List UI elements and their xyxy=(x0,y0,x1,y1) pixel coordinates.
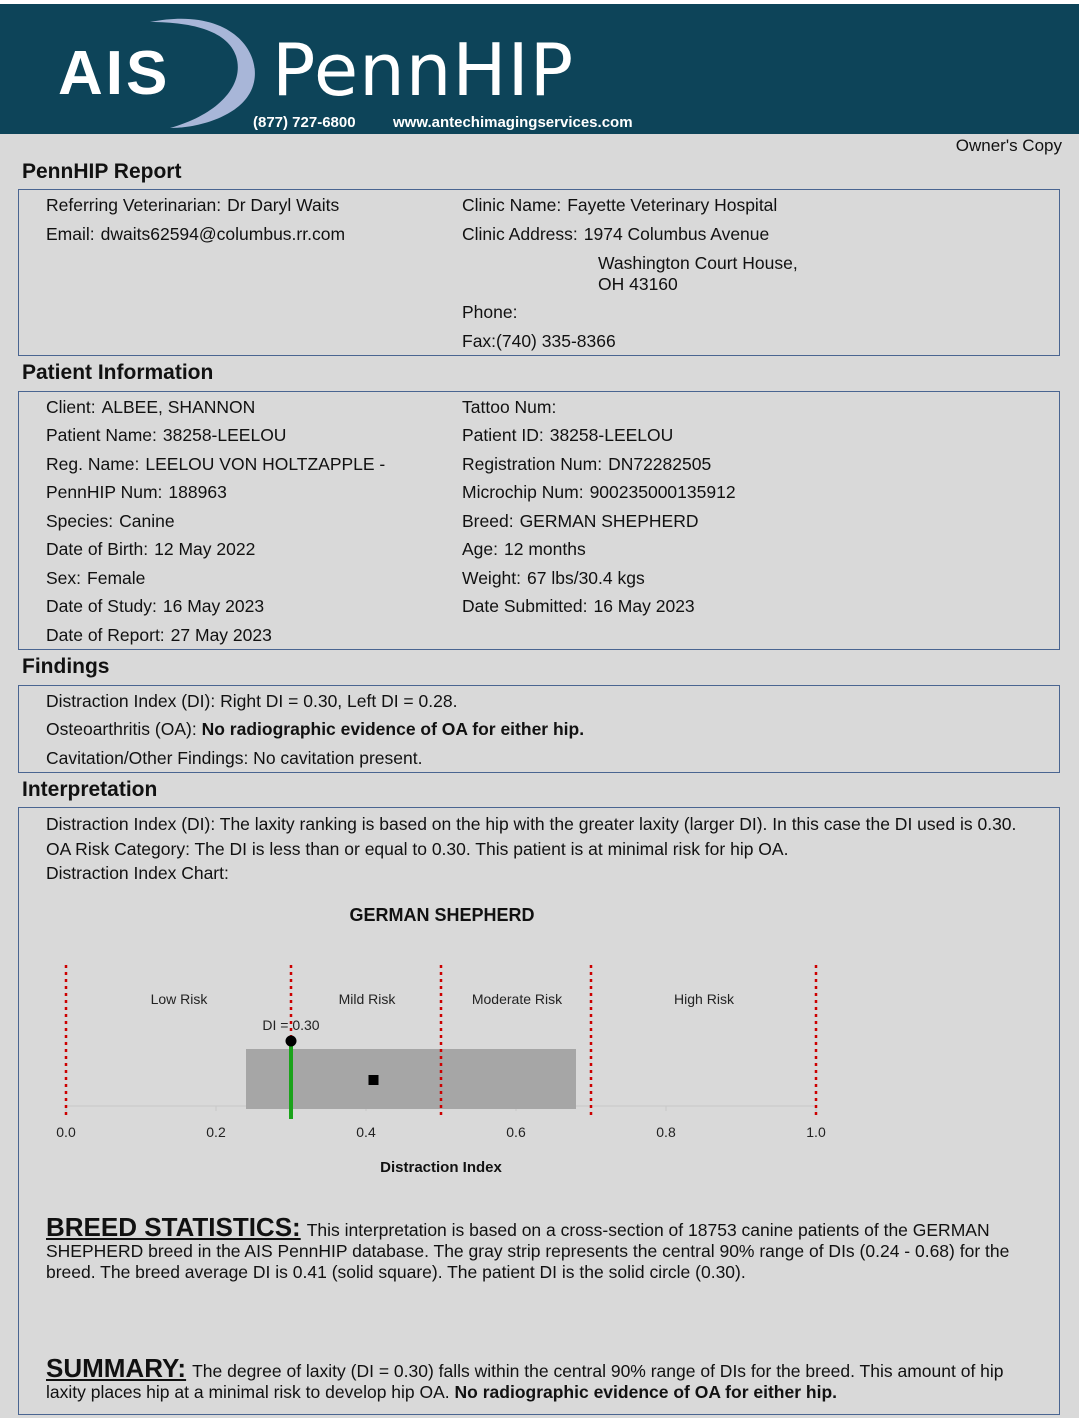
clinic-name-row xyxy=(462,195,777,216)
field-value: 38258-LEELOU xyxy=(549,425,674,445)
field-label: Reg. Name: xyxy=(46,454,140,474)
field-value: Female xyxy=(87,568,146,588)
email-value[interactable]: dwaits62594@columbus.rr.com xyxy=(100,224,346,244)
patient-di-marker xyxy=(286,1036,297,1047)
logo-ais: AIS xyxy=(58,39,171,108)
interp-line3: Distraction Index Chart: xyxy=(46,863,229,883)
interpretation-title: Interpretation xyxy=(22,778,158,801)
patient-row xyxy=(46,397,255,418)
patient-row xyxy=(462,454,711,475)
header-website[interactable]: www.antechimagingservices.com xyxy=(393,114,633,131)
field-label: Species: xyxy=(46,511,114,531)
patient-row xyxy=(462,397,562,418)
patient-row xyxy=(46,568,145,589)
x-tick-label: 0.8 xyxy=(656,1124,676,1140)
field-label: Patient Name: xyxy=(46,425,157,445)
patient-row xyxy=(462,596,695,617)
field-label: PennHIP Num: xyxy=(46,482,163,502)
field-label: Weight: xyxy=(462,568,522,588)
patient-row xyxy=(46,425,286,446)
risk-zone-label: Moderate Risk xyxy=(471,991,563,1007)
field-label: Date of Report: xyxy=(46,625,165,645)
field-value: 27 May 2023 xyxy=(170,625,272,645)
field-value: 12 May 2022 xyxy=(154,539,256,559)
x-tick-label: 0.4 xyxy=(356,1124,376,1140)
header-banner xyxy=(0,4,1079,134)
field-value: LEELOU VON HOLTZAPPLE - xyxy=(145,454,386,474)
summary-bold-text: No radiographic evidence of OA for either hip. xyxy=(454,1382,837,1402)
clinic-address-line2: Washington Court House, xyxy=(598,253,798,273)
patient-row xyxy=(46,539,255,560)
findings-cavitation: Cavitation/Other Findings: No cavitation present. xyxy=(46,748,423,768)
patient-title: Patient Information xyxy=(22,361,214,384)
field-label: Tattoo Num: xyxy=(462,397,557,417)
referring-vet-label: Referring Veterinarian: xyxy=(46,195,222,215)
field-value: DN72282505 xyxy=(608,454,712,474)
field-value: 38258-LEELOU xyxy=(162,425,287,445)
breed-range-strip xyxy=(246,1049,576,1109)
field-label: Date of Study: xyxy=(46,596,157,616)
findings-oa-value: No radiographic evidence of OA for either hip. xyxy=(201,719,585,739)
copy-label: Owner's Copy xyxy=(955,136,1062,155)
field-value: 188963 xyxy=(168,482,227,502)
field-value: GERMAN SHEPHERD xyxy=(519,511,699,531)
x-tick-label: 0.0 xyxy=(56,1124,76,1140)
clinic-name-label: Clinic Name: xyxy=(462,195,562,215)
risk-zone-label: Low Risk xyxy=(150,991,208,1007)
logo-pennhip: PennHIP xyxy=(272,28,575,112)
x-tick-label: 0.6 xyxy=(506,1124,526,1140)
patient-row xyxy=(462,511,698,532)
field-value: 12 months xyxy=(504,539,586,559)
breed-stats-text: This interpretation is based on a cross-section of 18753 canine patients of the GERMAN SHEPHERD breed in the AIS PennHIP database. The gray strip represents the central 90% range of DIs (0.24 - 0.68) for the breed. The breed average DI is 0.41 (solid square). The patient DI is the solid circle (0.30). xyxy=(46,1220,1010,1282)
interp-line1: Distraction Index (DI): The laxity ranking is based on the hip with the greater laxity (larger DI). In this case the DI used is 0.30. xyxy=(46,814,1017,834)
clinic-address-row xyxy=(462,224,769,245)
field-label: Microchip Num: xyxy=(462,482,584,502)
field-label: Date of Birth: xyxy=(46,539,149,559)
patient-row xyxy=(462,482,736,503)
referring-vet-value: Dr Daryl Waits xyxy=(227,195,340,215)
x-tick-label: 0.2 xyxy=(206,1124,226,1140)
field-label: Registration Num: xyxy=(462,454,603,474)
field-value: 16 May 2023 xyxy=(593,596,695,616)
email-row xyxy=(46,224,345,245)
breed-average-marker xyxy=(369,1075,379,1085)
field-value: 16 May 2023 xyxy=(162,596,265,616)
di-chart xyxy=(0,895,1000,1195)
field-label: Client: xyxy=(46,397,96,417)
patient-row xyxy=(46,511,175,532)
risk-zone-label: High Risk xyxy=(674,991,734,1007)
findings-oa-label: Osteoarthritis (OA): xyxy=(46,719,197,739)
x-tick-label: 1.0 xyxy=(806,1124,826,1140)
findings-di: Distraction Index (DI): Right DI = 0.30, Left DI = 0.28. xyxy=(46,691,458,711)
summary-heading: SUMMARY: xyxy=(46,1353,187,1383)
patient-row xyxy=(46,625,272,646)
patient-row xyxy=(46,596,264,617)
summary-text: The degree of laxity (DI = 0.30) falls within the central 90% range of DIs for the breed. This amount of hip laxity places hip at a minimal risk to develop hip OA. xyxy=(46,1361,1004,1402)
patient-row xyxy=(46,454,385,475)
header-phone: (877) 727-6800 xyxy=(253,114,356,131)
field-label: Breed: xyxy=(462,511,514,531)
field-value: 900235000135912 xyxy=(589,482,736,502)
clinic-address-line1: 1974 Columbus Avenue xyxy=(583,224,770,244)
field-label: Date Submitted: xyxy=(462,596,588,616)
field-value: 67 lbs/30.4 kgs xyxy=(527,568,645,588)
fax-value: Fax:(740) 335-8366 xyxy=(462,331,616,351)
field-value: ALBEE, SHANNON xyxy=(101,397,256,417)
risk-zone-label: Mild Risk xyxy=(338,991,396,1007)
x-axis-label: Distraction Index xyxy=(380,1159,502,1176)
chart-title: GERMAN SHEPHERD xyxy=(349,905,535,925)
email-label: Email: xyxy=(46,224,95,244)
findings-oa-row xyxy=(46,719,584,740)
summary xyxy=(46,1353,1036,1403)
clinic-name-value: Fayette Veterinary Hospital xyxy=(567,195,778,215)
clinic-address-label: Clinic Address: xyxy=(462,224,578,244)
patient-di-label: DI = 0.30 xyxy=(262,1017,320,1033)
field-label: Sex: xyxy=(46,568,82,588)
patient-row xyxy=(462,568,645,589)
patient-row xyxy=(46,482,227,503)
interp-line2: OA Risk Category: The DI is less than or equal to 0.30. This patient is at minimal risk for hip OA. xyxy=(46,839,789,859)
field-label: Patient ID: xyxy=(462,425,544,445)
patient-row xyxy=(462,539,586,560)
referring-vet-row xyxy=(46,195,339,216)
phone-label: Phone: xyxy=(462,302,518,322)
field-label: Age: xyxy=(462,539,498,559)
breed-stats xyxy=(46,1212,1036,1283)
patient-row xyxy=(462,425,673,446)
clinic-address-line3: OH 43160 xyxy=(598,274,678,294)
findings-title: Findings xyxy=(22,655,110,678)
breed-stats-heading: BREED STATISTICS: xyxy=(46,1212,301,1242)
field-value: Canine xyxy=(119,511,175,531)
report-title: PennHIP Report xyxy=(22,160,182,183)
